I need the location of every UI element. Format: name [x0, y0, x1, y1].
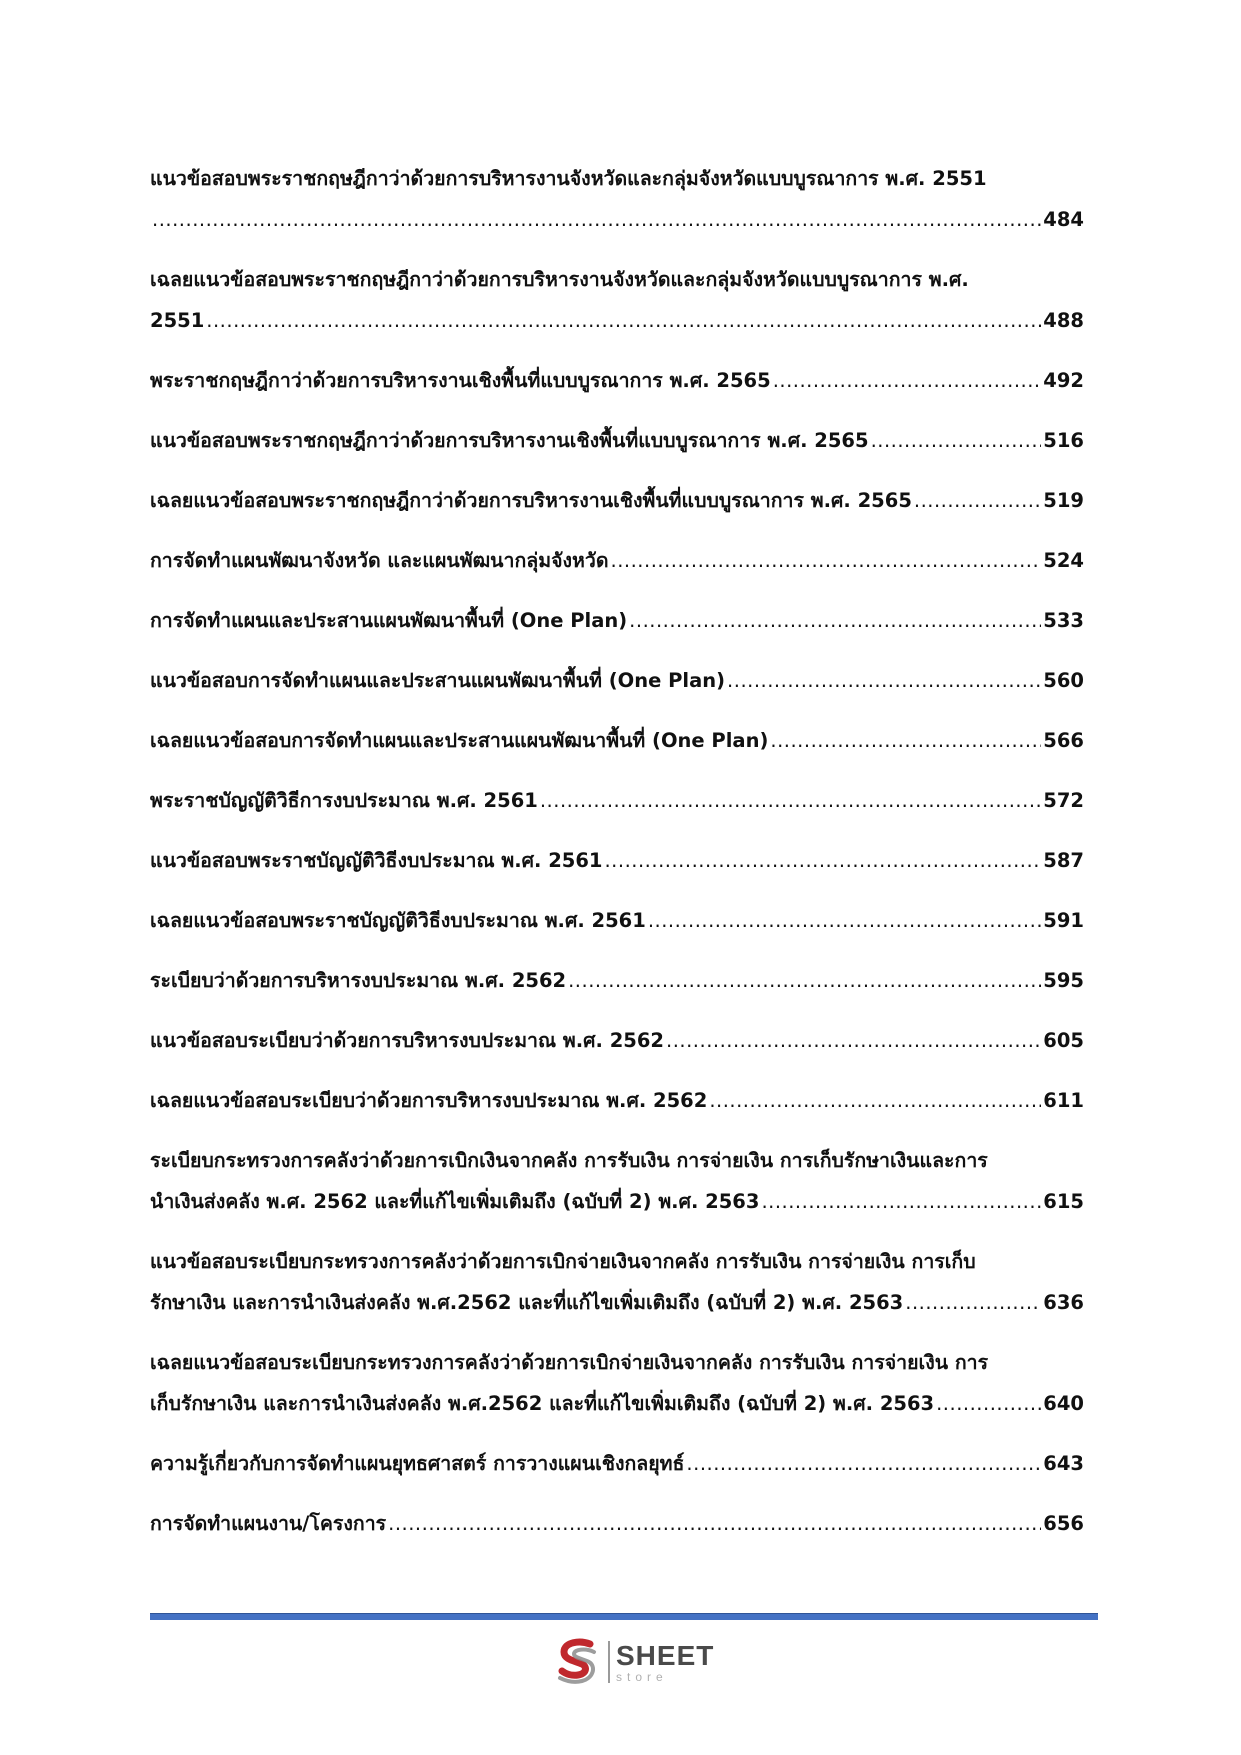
toc-page-number: 611 — [1043, 1089, 1084, 1112]
toc-entry-line — [150, 1443, 1084, 1484]
toc-dot-leader — [604, 840, 1041, 881]
toc-entry-line — [150, 900, 1084, 941]
toc-page-number: 643 — [1043, 1452, 1084, 1475]
toc-page-number: 605 — [1043, 1029, 1084, 1052]
toc-dot-leader — [152, 199, 1041, 240]
toc-entry-title: การจัดทำแผนและประสานแผนพัฒนาพื้นที่ (One Plan) — [150, 609, 628, 632]
toc-dot-leader — [388, 1503, 1041, 1544]
toc-page-number: 595 — [1043, 969, 1084, 992]
toc-page-number: 591 — [1043, 909, 1084, 932]
toc-entry-line — [150, 840, 1084, 881]
toc-entry-line — [150, 1282, 1084, 1323]
toc-entry-line — [150, 300, 1084, 341]
toc-entry[interactable] — [150, 158, 1084, 240]
toc-entry[interactable] — [150, 1342, 1084, 1424]
toc-dot-leader — [648, 900, 1041, 941]
toc-dot-leader — [727, 660, 1041, 701]
toc-entry-title: แนวข้อสอบพระราชบัญญัติวิธีงบประมาณ พ.ศ. 2561 — [150, 849, 603, 872]
toc-entry-title: แนวข้อสอบระเบียบว่าด้วยการบริหารงบประมาณ พ.ศ. 2562 — [150, 1029, 664, 1052]
sheet-store-s-icon — [556, 1638, 600, 1686]
toc-entry-title: ความรู้เกี่ยวกับการจัดทำแผนยุทธศาสตร์ การวางแผนเชิงกลยุทธ์ — [150, 1452, 685, 1475]
toc-entry-title: เฉลยแนวข้อสอบการจัดทำแผนและประสานแผนพัฒนาพื้นที่ (One Plan) — [150, 729, 769, 752]
toc-dot-leader — [761, 1181, 1041, 1222]
toc-dot-leader — [936, 1383, 1041, 1424]
toc-entry[interactable] — [150, 360, 1084, 401]
toc-entry[interactable] — [150, 1140, 1084, 1222]
toc-page-number: 587 — [1043, 849, 1084, 872]
toc-entry-title: การจัดทำแผนพัฒนาจังหวัด และแผนพัฒนากลุ่มจังหวัด — [150, 549, 609, 572]
toc-page-number: 488 — [1043, 309, 1084, 332]
toc-dot-leader — [773, 360, 1042, 401]
toc-page-number: 640 — [1043, 1392, 1084, 1415]
toc-dot-leader — [540, 780, 1041, 821]
footer-rule — [150, 1613, 1098, 1620]
toc-dot-leader — [206, 300, 1041, 341]
logo-separator — [608, 1641, 610, 1683]
toc-page-number: 656 — [1043, 1512, 1084, 1535]
toc-dot-leader — [871, 420, 1042, 461]
toc-dot-leader — [905, 1282, 1041, 1323]
toc-entry[interactable] — [150, 1020, 1084, 1061]
toc-entry-line — [150, 360, 1084, 401]
toc-dot-leader — [611, 540, 1042, 581]
toc-entry[interactable] — [150, 1503, 1084, 1544]
toc-entry-title-line: แนวข้อสอบพระราชกฤษฎีกาว่าด้วยการบริหารงานจังหวัดและกลุ่มจังหวัดแบบบูรณาการ พ.ศ. 2551 — [150, 167, 987, 190]
toc-page-number: 533 — [1043, 609, 1084, 632]
toc-entry-title-line: แนวข้อสอบระเบียบกระทรวงการคลังว่าด้วยการเบิกจ่ายเงินจากคลัง การรับเงิน การจ่ายเงิน การเก็บ — [150, 1250, 976, 1273]
toc-page-number: 572 — [1043, 789, 1084, 812]
toc-entry-title: พระราชบัญญัติวิธีการงบประมาณ พ.ศ. 2561 — [150, 789, 538, 812]
toc-entry[interactable] — [150, 1080, 1084, 1121]
toc-entry-title: แนวข้อสอบการจัดทำแผนและประสานแผนพัฒนาพื้นที่ (One Plan) — [150, 669, 726, 692]
toc-entry-line — [150, 420, 1084, 461]
toc-entry[interactable] — [150, 1443, 1084, 1484]
toc-page-number: 636 — [1043, 1291, 1084, 1314]
toc-dot-leader — [629, 600, 1041, 641]
toc-entry-title-line: เฉลยแนวข้อสอบพระราชกฤษฎีกาว่าด้วยการบริหารงานจังหวัดและกลุ่มจังหวัดแบบบูรณาการ พ.ศ. — [150, 268, 969, 291]
toc-entry-line — [150, 540, 1084, 581]
table-of-contents — [150, 158, 1084, 1563]
toc-entry-line — [150, 480, 1084, 521]
toc-entry[interactable] — [150, 480, 1084, 521]
toc-page-number: 516 — [1043, 429, 1084, 452]
toc-entry-line — [150, 600, 1084, 641]
toc-entry[interactable] — [150, 259, 1084, 341]
logo-sub-text: store — [616, 1669, 668, 1684]
toc-entry-title: เฉลยแนวข้อสอบระเบียบว่าด้วยการบริหารงบประมาณ พ.ศ. 2562 — [150, 1089, 708, 1112]
toc-entry-title-line: ระเบียบกระทรวงการคลังว่าด้วยการเบิกเงินจากคลัง การรับเงิน การจ่ายเงิน การเก็บรักษาเงินและการ — [150, 1149, 988, 1172]
toc-entry-title: ระเบียบว่าด้วยการบริหารงบประมาณ พ.ศ. 2562 — [150, 969, 567, 992]
toc-entry-title-line: เฉลยแนวข้อสอบระเบียบกระทรวงการคลังว่าด้วยการเบิกจ่ายเงินจากคลัง การรับเงิน การจ่ายเงิน การ — [150, 1351, 989, 1374]
toc-entry[interactable] — [150, 840, 1084, 881]
toc-entry[interactable] — [150, 600, 1084, 641]
toc-entry-line — [150, 1503, 1084, 1544]
toc-entry[interactable] — [150, 420, 1084, 461]
toc-entry-line — [150, 1383, 1084, 1424]
toc-entry-line — [150, 660, 1084, 701]
toc-entry-title: นำเงินส่งคลัง พ.ศ. 2562 และที่แก้ไขเพิ่มเติมถึง (ฉบับที่ 2) พ.ศ. 2563 — [150, 1190, 760, 1213]
toc-dot-leader — [914, 480, 1041, 521]
toc-page-number: 566 — [1043, 729, 1084, 752]
toc-entry[interactable] — [150, 1241, 1084, 1323]
toc-entry-line — [150, 1020, 1084, 1061]
toc-entry-line — [150, 1181, 1084, 1222]
toc-dot-leader — [686, 1443, 1041, 1484]
toc-entry-title: พระราชกฤษฎีกาว่าด้วยการบริหารงานเชิงพื้นที่แบบบูรณาการ พ.ศ. 2565 — [150, 369, 771, 392]
toc-entry-line — [150, 720, 1084, 761]
toc-page-number: 615 — [1043, 1190, 1084, 1213]
toc-entry-line — [150, 960, 1084, 1001]
toc-entry[interactable] — [150, 900, 1084, 941]
toc-dot-leader — [770, 720, 1041, 761]
logo-brand-text: SHEET — [616, 1639, 715, 1671]
toc-entry[interactable] — [150, 540, 1084, 581]
toc-entry-line — [150, 1080, 1084, 1121]
toc-dot-leader — [568, 960, 1041, 1001]
toc-entry-title: รักษาเงิน และการนำเงินส่งคลัง พ.ศ.2562 และที่แก้ไขเพิ่มเติมถึง (ฉบับที่ 2) พ.ศ. 2563 — [150, 1291, 904, 1314]
toc-entry-title: การจัดทำแผนงาน/โครงการ — [150, 1512, 387, 1535]
toc-page-number: 519 — [1043, 489, 1084, 512]
toc-entry-line — [150, 780, 1084, 821]
toc-entry-title: เก็บรักษาเงิน และการนำเงินส่งคลัง พ.ศ.2562 และที่แก้ไขเพิ่มเติมถึง (ฉบับที่ 2) พ.ศ. 2563 — [150, 1392, 935, 1415]
toc-entry-title: เฉลยแนวข้อสอบพระราชกฤษฎีกาว่าด้วยการบริหารงานเชิงพื้นที่แบบบูรณาการ พ.ศ. 2565 — [150, 489, 912, 512]
toc-dot-leader — [709, 1080, 1041, 1121]
sheet-store-logo — [556, 1635, 714, 1689]
toc-page-number: 560 — [1043, 669, 1084, 692]
toc-page-number: 524 — [1043, 549, 1084, 572]
toc-entry[interactable] — [150, 780, 1084, 821]
toc-page-number: 492 — [1043, 369, 1084, 392]
toc-entry[interactable] — [150, 720, 1084, 761]
toc-page-number: 484 — [1043, 208, 1084, 231]
toc-entry[interactable] — [150, 660, 1084, 701]
toc-entry-title: แนวข้อสอบพระราชกฤษฎีกาว่าด้วยการบริหารงานเชิงพื้นที่แบบบูรณาการ พ.ศ. 2565 — [150, 429, 869, 452]
toc-dot-leader — [666, 1020, 1041, 1061]
toc-entry-title: 2551 — [150, 309, 205, 332]
toc-entry[interactable] — [150, 960, 1084, 1001]
toc-entry-title: เฉลยแนวข้อสอบพระราชบัญญัติวิธีงบประมาณ พ.ศ. 2561 — [150, 909, 646, 932]
toc-entry-line — [150, 199, 1084, 240]
